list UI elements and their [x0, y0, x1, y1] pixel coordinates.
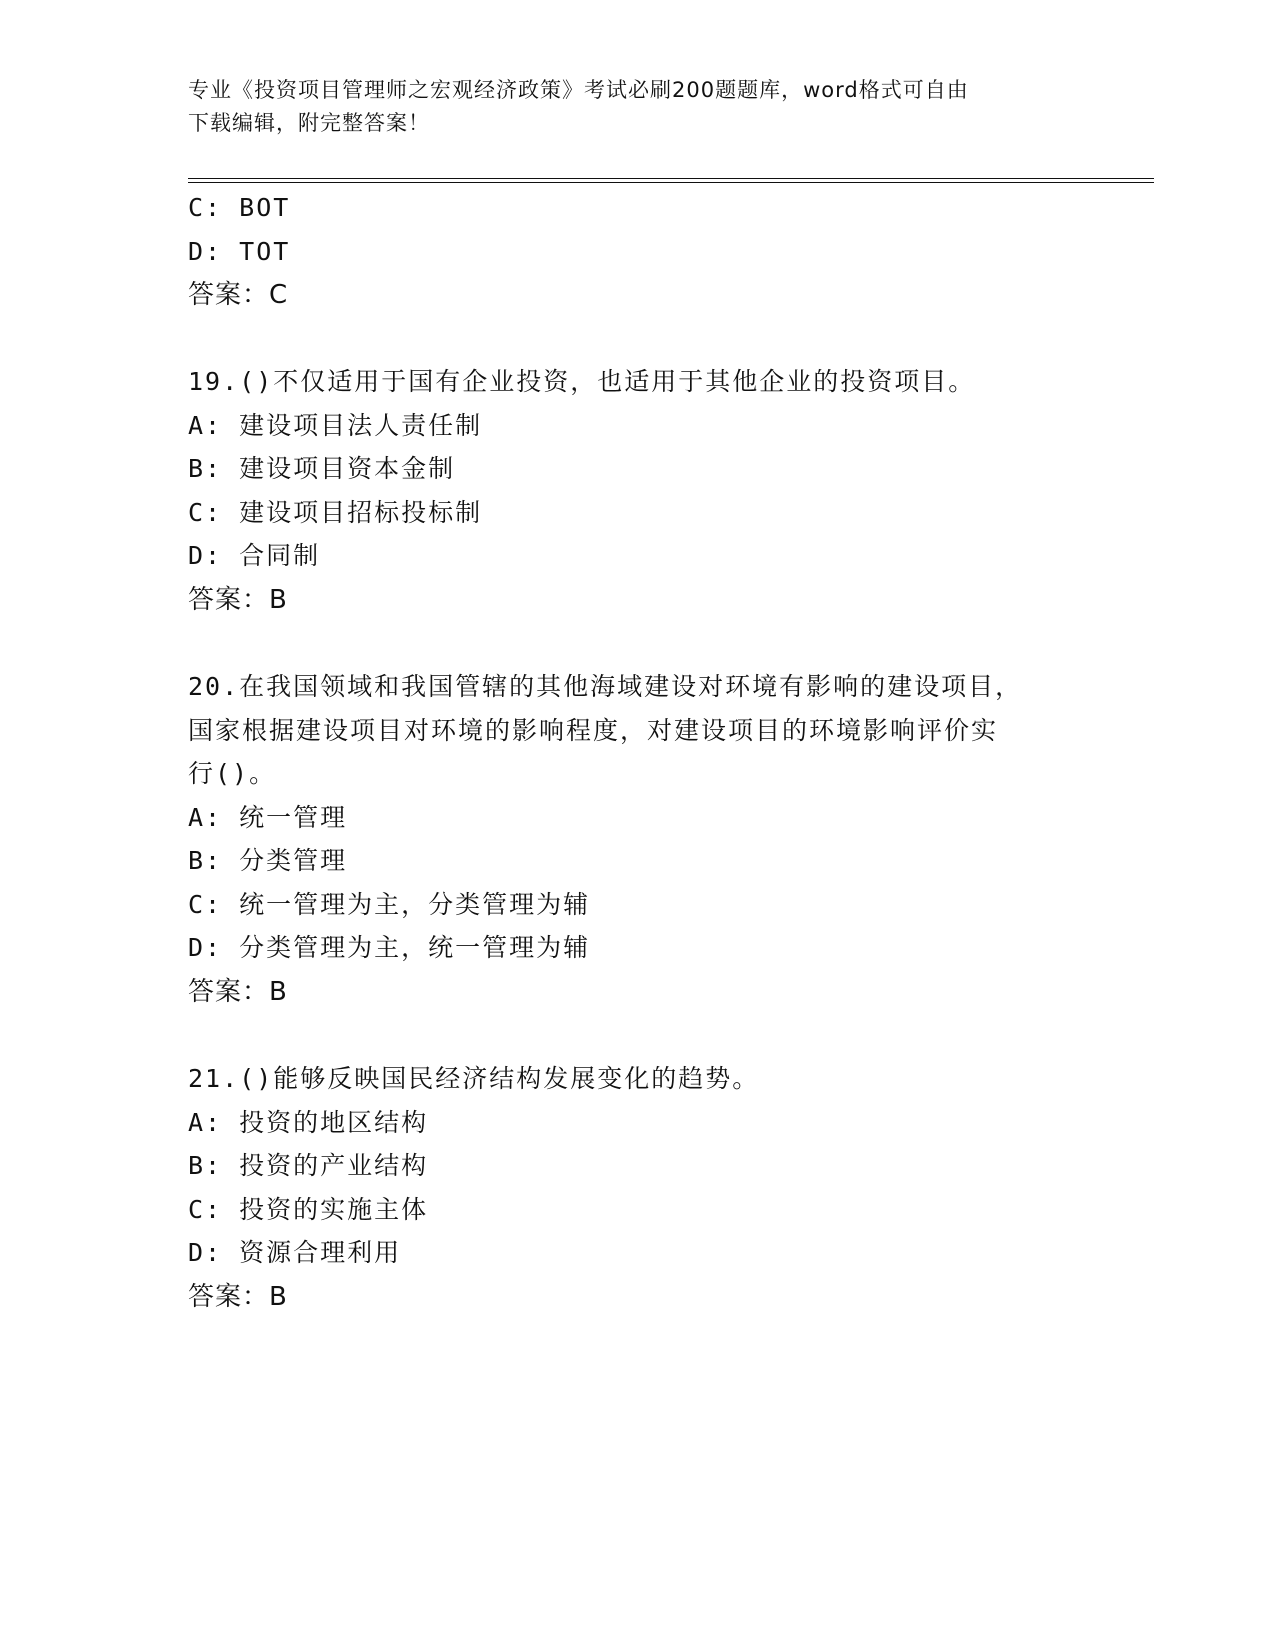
question-20-option-b: B: 分类管理 — [188, 846, 348, 875]
question-21-answer: 答案：B — [188, 1282, 288, 1312]
document-header — [188, 74, 1088, 140]
question-20-option-c: C: 统一管理为主，分类管理为辅 — [188, 890, 591, 919]
question-20-option-d: D: 分类管理为主，统一管理为辅 — [188, 933, 591, 962]
question-21-option-c: C: 投资的实施主体 — [188, 1195, 429, 1224]
question-21-option-a: A: 投资的地区结构 — [188, 1108, 429, 1137]
question-21-option-b: B: 投资的产业结构 — [188, 1151, 429, 1180]
question-19-option-a: A: 建设项目法人责任制 — [188, 411, 483, 440]
question-20-text-line-3: 行()。 — [188, 759, 277, 788]
question-20-text-line-2: 国家根据建设项目对环境的影响程度，对建设项目的环境影响评价实 — [188, 716, 999, 745]
option-d: D: TOT — [188, 237, 291, 266]
question-20-text-line-1: 20.在我国领域和我国管辖的其他海域建设对环境有影响的建设项目， — [188, 672, 1023, 701]
header-rule-top — [188, 178, 1154, 179]
question-21-option-d: D: 资源合理利用 — [188, 1238, 402, 1267]
question-19-answer: 答案：B — [188, 585, 288, 615]
header-line-1: 专业《投资项目管理师之宏观经济政策》考试必刷200题题库，word格式可自由 — [188, 78, 969, 102]
answer-line: 答案：C — [188, 280, 289, 310]
question-19-option-c: C: 建设项目招标投标制 — [188, 498, 483, 527]
option-c: C: BOT — [188, 193, 291, 222]
question-20-answer: 答案：B — [188, 977, 288, 1007]
header-rule-bottom — [188, 182, 1154, 183]
question-21-text: 21.()能够反映国民经济结构发展变化的趋势。 — [188, 1064, 760, 1093]
question-19-option-d: D: 合同制 — [188, 541, 321, 570]
question-19-text: 19.()不仅适用于国有企业投资，也适用于其他企业的投资项目。 — [188, 367, 976, 396]
question-19-option-b: B: 建设项目资本金制 — [188, 454, 456, 483]
question-20-option-a: A: 统一管理 — [188, 803, 348, 832]
header-line-2: 下载编辑，附完整答案！ — [188, 111, 430, 135]
